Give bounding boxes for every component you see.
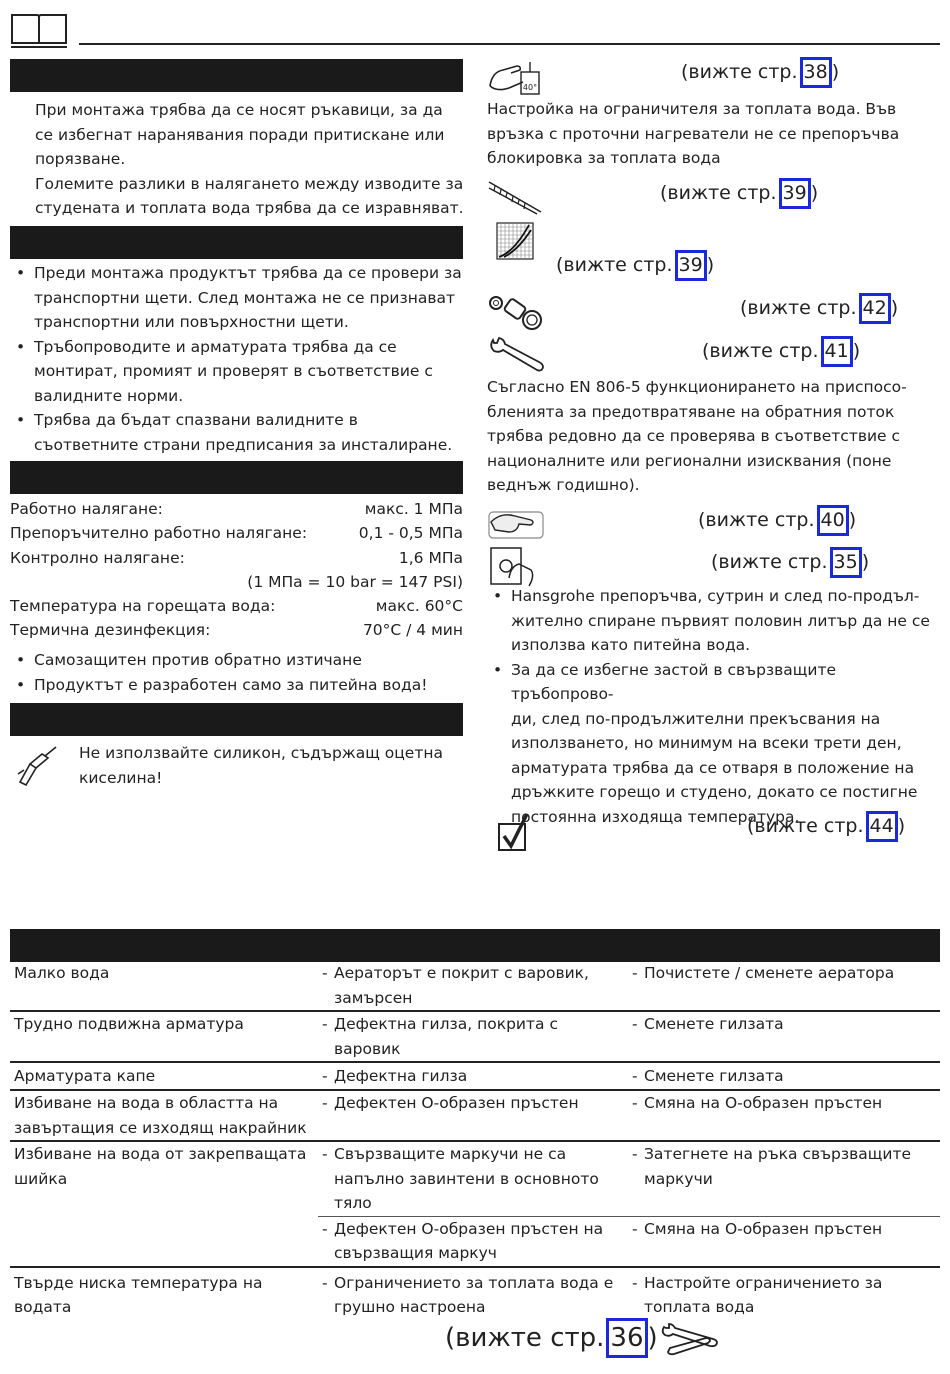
footer-page-ref: (вижте стр. 36 ) bbox=[445, 1318, 658, 1358]
page-ref: (вижте стр. 44 ) bbox=[747, 811, 905, 842]
page-ref-number[interactable]: 35 bbox=[830, 547, 862, 578]
spec-row: Контролно налягане: 1,6 МПа bbox=[10, 548, 463, 567]
ruler-icon bbox=[487, 178, 543, 216]
gloves-text: При монтажа трябва да се носят ръкавици, за да се избегнат наранявания поради притискане или порязване. Големите разлики в налягането между изводите за студената и топлата вода трябва да се изравняват. bbox=[35, 101, 464, 217]
hand-on-valve-icon bbox=[487, 544, 539, 588]
section-bar-technical-data bbox=[10, 461, 463, 494]
wrench-icon bbox=[487, 336, 545, 374]
page-ref: (вижте стр. 39 ) bbox=[660, 178, 818, 209]
table-row: - Дефектен О-образен пръстен на свързващия маркуч - Смяна на О-образен пръстен bbox=[10, 1216, 940, 1267]
header-rule bbox=[79, 43, 940, 45]
installation-notes bbox=[10, 261, 465, 457]
list-item: • Самозащитен против обратно изтичане bbox=[10, 648, 465, 673]
silicone-warning: Не използвайте силикон, съдържащ оцетна киселина! bbox=[79, 744, 444, 787]
spec-table bbox=[10, 497, 463, 643]
tools-icon bbox=[660, 1322, 720, 1358]
book-icon bbox=[10, 11, 68, 49]
flow-chart-icon bbox=[496, 222, 534, 260]
table-row: Арматурата капе - Дефектна гилза - Сменете гилзата bbox=[10, 1062, 940, 1090]
list-item: • За да се избегне застой в свързващите тръбопрово- ди, след по-продължителни прекъсвания на използването, но минимум на всеки трети ден, арматурата трябва да се отваря в положение на дръжките горещо и студено, докато се постигне постоянна изходяща температура. bbox=[487, 658, 942, 830]
list-item: • Трябва да бъдат спазвани валидните в съответните страни предписания за инсталиране. bbox=[10, 408, 465, 457]
page-ref-number[interactable]: 42 bbox=[859, 293, 891, 324]
page-ref: (вижте стр. 40 ) bbox=[698, 505, 856, 536]
troubleshooting-table bbox=[10, 961, 940, 1320]
en806-text: Съгласно EN 806-5 функционирането на приспосо- бленията за предотвратяване на обратния поток трябва редовно да се проверява в съответствие с националните или регионални изисквания (поне веднъж годишно). bbox=[487, 378, 907, 494]
hansgrohe-notes bbox=[487, 584, 942, 829]
section-bar-safety bbox=[10, 59, 463, 92]
spec-row: (1 МПа = 10 bar = 147 PSI) bbox=[247, 572, 463, 591]
checkbox-checked-icon bbox=[497, 812, 531, 852]
page-ref-number[interactable]: 39 bbox=[675, 250, 707, 281]
spec-bullets bbox=[10, 648, 465, 697]
spec-row: Температура на горещата вода: макс. 60°C bbox=[10, 597, 463, 616]
page-ref-number[interactable]: 36 bbox=[606, 1318, 647, 1358]
page-ref-number[interactable]: 44 bbox=[866, 811, 898, 842]
table-row: Избиване на вода от закрепващата шийка - Свързващите маркучи не са напълно завинтени в основното тяло - Затегнете на ръка свързващите маркучи bbox=[10, 1141, 940, 1216]
table-row: Избиване на вода в областта на завъртащия се изходящ накрайник - Дефектен О-образен пръстен - Смяна на О-образен пръстен bbox=[10, 1090, 940, 1141]
page-ref: (вижте стр. 39 ) bbox=[556, 250, 714, 281]
page-ref-number[interactable]: 38 bbox=[800, 57, 832, 88]
hot-water-limit-icon bbox=[487, 56, 543, 98]
spec-row: Термична дезинфекция: 70°C / 4 мин bbox=[10, 621, 463, 640]
page-ref-number[interactable]: 40 bbox=[817, 505, 849, 536]
svg-text:40°: 40° bbox=[522, 83, 538, 92]
spec-row: Работно налягане: макс. 1 МПа bbox=[10, 500, 463, 518]
section-bar-symbol bbox=[10, 703, 463, 736]
table-row: Твърде ниска температура на водата - Ограничението за топлата вода е грушно настроена - Настройте ограничението за топлата вода bbox=[14, 1273, 883, 1316]
page-ref: (вижте стр. 35 ) bbox=[711, 547, 869, 578]
spec-row: Препоръчително работно налягане: 0,1 - 0,5 МПа bbox=[10, 524, 463, 543]
hot-limit-text: Настройка на ограничителя за топлата вода. Във връзка с проточни нагреватели не се препоръчва блокировка за топлата вода bbox=[487, 100, 900, 167]
page-ref-number[interactable]: 39 bbox=[779, 178, 811, 209]
silicone-gun-icon bbox=[16, 744, 58, 786]
page-ref: (вижте стр. 38 ) bbox=[681, 57, 839, 88]
list-item: • Преди монтажа продуктът трябва да се провери за транспортни щети. След монтажа не се признават транспортни или повърхностни щети. bbox=[10, 261, 465, 335]
section-bar-installation bbox=[10, 226, 463, 259]
list-item: • Hansgrohe препоръчва, сутрин и след по-продъл- жително спиране първият половин литър да не се използва като питейна вода. bbox=[487, 584, 942, 658]
section-bar-troubleshooting bbox=[10, 929, 940, 962]
cleaning-hand-icon bbox=[487, 504, 545, 542]
table-row: Трудно подвижна арматура - Дефектна гилза, покрита с варовик - Сменете гилзата bbox=[10, 1011, 940, 1062]
page-ref-number[interactable]: 41 bbox=[821, 336, 853, 367]
list-item: • Тръбопроводите и арматурата трябва да се монтират, промият и проверят в съответствие с валидните норми. bbox=[10, 335, 465, 409]
page-ref: (вижте стр. 42 ) bbox=[740, 293, 898, 324]
spare-parts-icon bbox=[487, 292, 545, 332]
table-row: Малко вода - Аераторът е покрит с варовик, замърсен - Почистете / сменете аератора bbox=[10, 961, 940, 1011]
list-item: • Продуктът е разработен само за питейна вода! bbox=[10, 673, 465, 698]
page-ref: (вижте стр. 41 ) bbox=[702, 336, 860, 367]
